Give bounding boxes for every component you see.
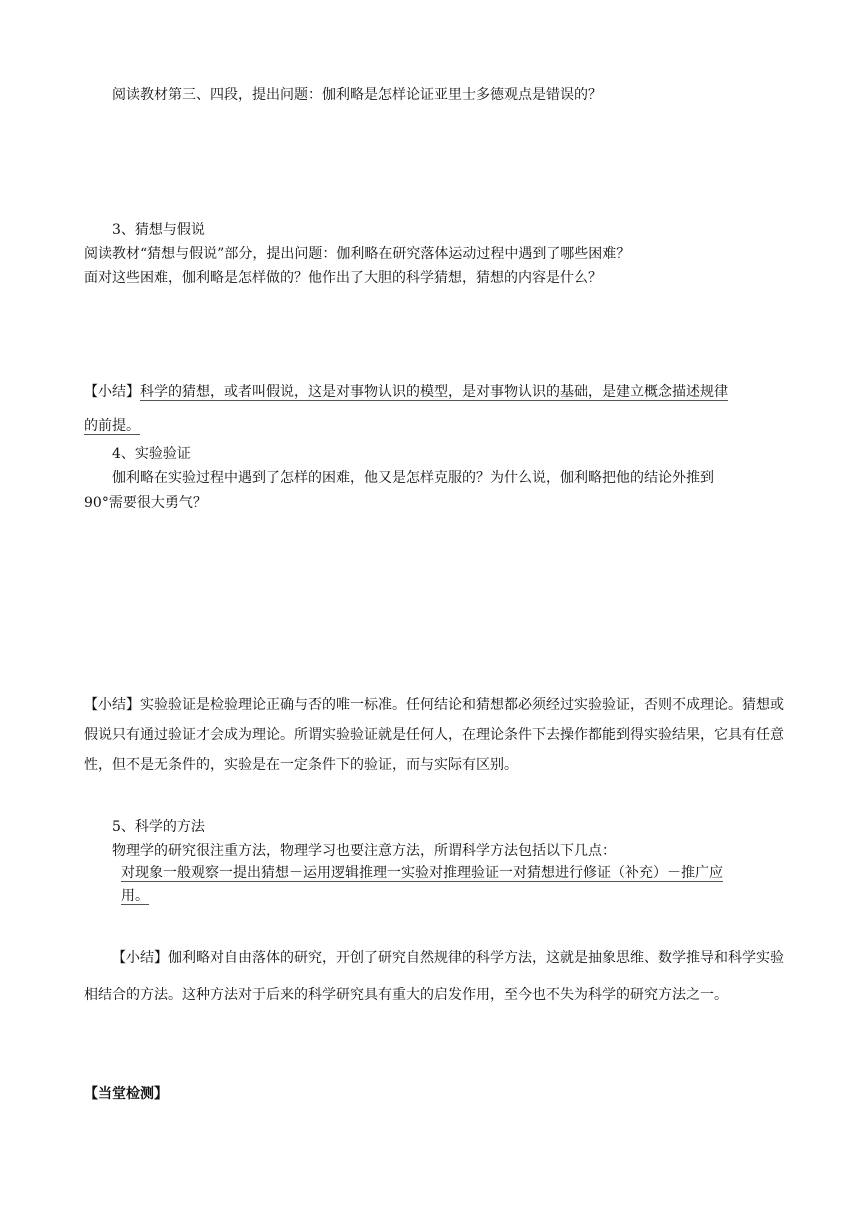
summary-label: 【小结】 [84,384,140,400]
scientific-method-line-1: 对现象一般观察一提出猜想－运用逻辑推理一实验对推理验证一对猜想进行修证（补充）－推广应 [121,865,723,881]
section-3-question-2: 面对这些困难，伽利略是怎样做的？他作出了大胆的科学猜想，猜想的内容是什么？ [84,270,602,286]
section-5-heading: 5、科学的方法 [112,819,205,835]
section-3-heading: 3、猜想与假说 [112,222,205,238]
section-3-summary-line-2: 的前提。 [84,418,140,434]
in-class-test-title: 【当堂检测】 [84,1086,168,1102]
scientific-method-line-2: 用。 [121,888,149,904]
summary-text: 伽利略对自由落体的研究，开创了研究自然规律的科学方法，这就是抽象思维、数学推导和科学实验相结合的方法。这种方法对于后来的科学研究具有重大的启发作用，至今也不失为科学的研究方法之一。 [84,950,784,1003]
section-4-summary [84,690,784,780]
reading-question-3-4: 阅读教材第三、四段，提出问题：伽利略是怎样论证亚里士多德观点是错误的？ [112,87,602,103]
summary-text: 实验验证是检验理论正确与否的唯一标准。任何结论和猜想都必须经过实验验证，否则不成理论。猜想或假说只有通过验证才会成为理论。所谓实验验证就是任何人，在理论条件下去操作都能到得实验结果，它具有任意性，但不是无条件的，实验是在一定条件下的验证，而与实际有区别。 [84,697,784,773]
section-5-intro: 物理学的研究很注重方法，物理学习也要注意方法，所谓科学方法包括以下几点： [112,843,616,859]
summary-label: 【小结】 [84,697,140,713]
summary-text: 科学的猜想，或者叫假说，这是对事物认识的模型，是对事物认识的基础，是建立概念描述规律 [140,384,728,400]
section-3-summary-line-1 [84,383,728,401]
section-4-heading: 4、实验验证 [112,446,191,462]
summary-label: 【小结】 [112,950,168,966]
section-3-question-1: 阅读教材“猜想与假说”部分，提出问题：伽利略在研究落体运动过程中遇到了哪些困难？ [84,246,631,262]
section-5-summary [84,940,784,1014]
section-4-question-line-2: 90°需要很大勇气？ [84,495,207,511]
section-4-question-line-1: 伽利略在实验过程中遇到了怎样的困难，他又是怎样克服的？为什么说，伽利略把他的结论外推到 [112,470,714,486]
